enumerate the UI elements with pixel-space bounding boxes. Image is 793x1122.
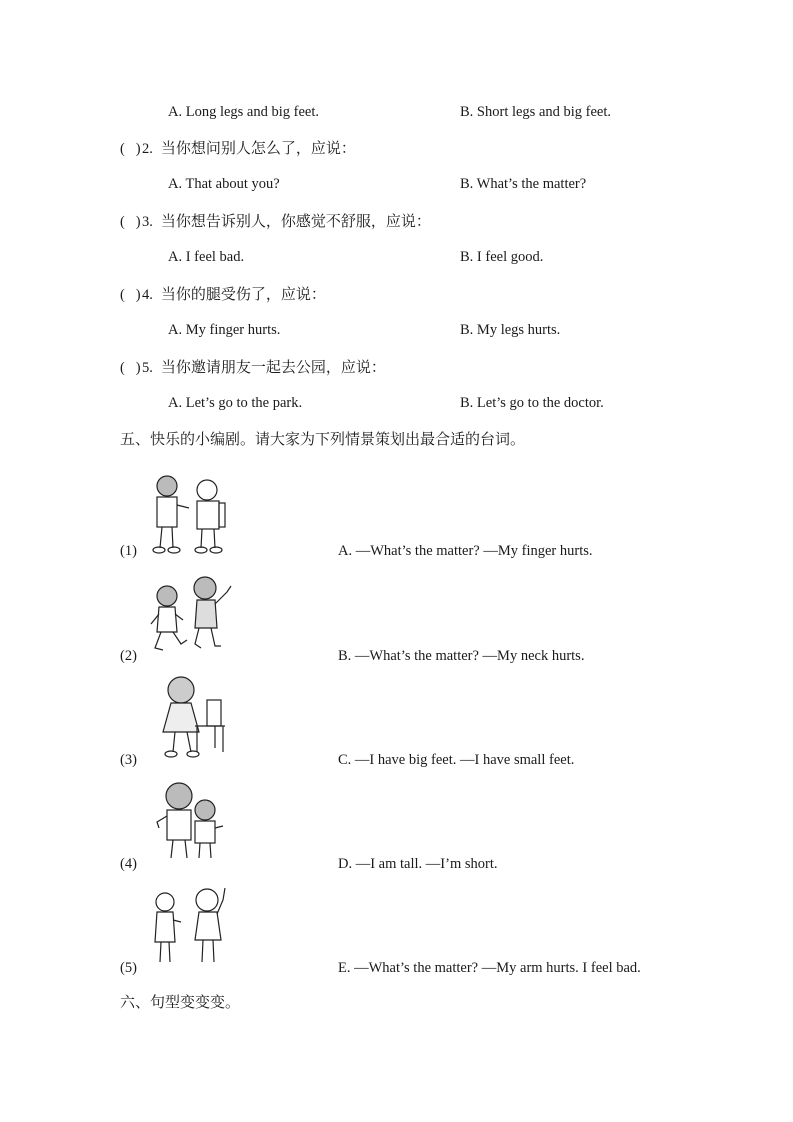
answer-blank[interactable]: ( ) [120, 287, 141, 303]
answer-blank[interactable]: ( ) [120, 214, 141, 230]
question-4 [120, 284, 326, 305]
question-number: 3. [142, 214, 153, 230]
picture-tall-and-short-children [145, 776, 240, 864]
q1-option-b: B. Short legs and big feet. [460, 104, 612, 120]
picture-two-children-playing [145, 574, 240, 662]
item-3-label: (3) [120, 752, 137, 768]
q2-option-a: A. That about you? [168, 176, 280, 192]
question-3 [120, 211, 431, 232]
answer-blank[interactable]: ( ) [120, 360, 141, 376]
question-2 [120, 138, 356, 159]
section-6-heading: 六、句型变变变。 [120, 993, 241, 1011]
answer-blank[interactable]: ( ) [120, 141, 141, 157]
question-prompt: 当你邀请朋友一起去公园，应说： [160, 358, 386, 376]
picture-two-children-finger-hurt [145, 470, 240, 558]
question-prompt: 当你想告诉别人，你感觉不舒服，应说： [160, 212, 431, 230]
question-number: 5. [142, 360, 153, 376]
section-5-heading: 五、快乐的小编剧。请大家为下列情景策划出最合适的台词。 [120, 430, 526, 448]
q5-option-a: A. Let’s go to the park. [168, 395, 303, 411]
question-prompt: 当你想问别人怎么了，应说： [160, 139, 356, 157]
picture-two-girls-talking [145, 882, 240, 970]
q1-option-a: A. Long legs and big feet. [168, 104, 320, 120]
question-number: 2. [142, 141, 153, 157]
question-5 [120, 357, 386, 378]
q3-option-a: A. I feel bad. [168, 249, 245, 265]
dialogue-option-b: B. —What’s the matter? —My neck hurts. [338, 648, 585, 664]
q2-option-b: B. What’s the matter? [460, 176, 587, 192]
q4-option-a: A. My finger hurts. [168, 322, 281, 338]
q5-option-b: B. Let’s go to the doctor. [460, 395, 604, 411]
question-prompt: 当你的腿受伤了，应说： [160, 285, 326, 303]
item-1-label: (1) [120, 543, 137, 559]
question-number: 4. [142, 287, 153, 303]
q4-option-b: B. My legs hurts. [460, 322, 561, 338]
dialogue-option-d: D. —I am tall. —I’m short. [338, 856, 498, 872]
dialogue-option-c: C. —I have big feet. —I have small feet. [338, 752, 575, 768]
item-2-label: (2) [120, 648, 137, 664]
dialogue-option-e: E. —What’s the matter? —My arm hurts. I feel bad. [338, 960, 641, 976]
item-5-label: (5) [120, 960, 137, 976]
picture-girl-with-chair [145, 672, 240, 760]
item-4-label: (4) [120, 856, 137, 872]
q3-option-b: B. I feel good. [460, 249, 544, 265]
dialogue-option-a: A. —What’s the matter? —My finger hurts. [338, 543, 593, 559]
